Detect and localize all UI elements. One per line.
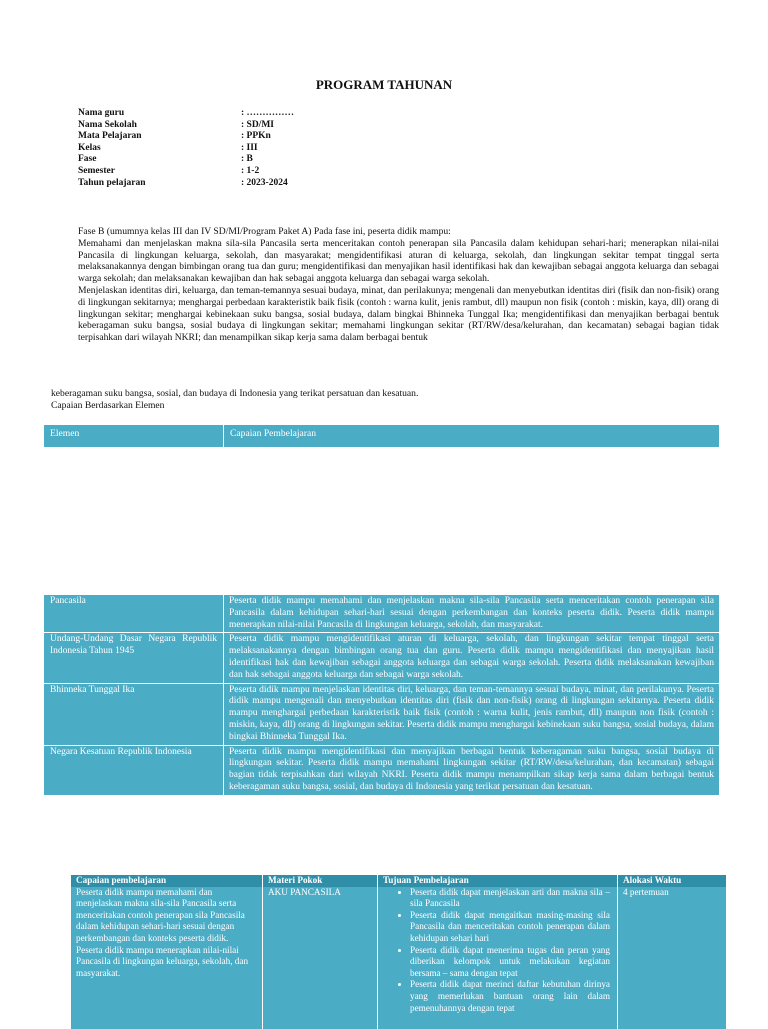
fase-paragraph: Memahami dan menjelaskan makna sila-sila Pancasila serta menceritakan contoh penerapan sila Pancasila dalam kehidupan sehari-hari; menerapkan nilai-nilai Pancasila di lingkungan keluarga, sekolah, dan masyarakat; mengidentifikasi aturan di keluarga, sekolah, dan lingkungan sekitar tempat tinggal serta melaksanakannya dengan bimbingan orang tua dan guru; mengidentifikasi dan menyajikan hasil identifikasi hak dan kewajiban sebagai anggota keluarga dan sebagai warga sekolah; dan melaksanakan kewajiban dan hak sebagai anggota keluarga dan sebagai warga sekolah. <box>78 237 719 285</box>
cp-cell: Peserta didik mampu memahami dan menjelaskan makna sila-sila Pancasila serta menceritakan contoh penerapan sila Pancasila dalam kehidupan sehari-hari sesuai dengan perkembangan dan konteks peserta didik. Peserta didik mampu menerapkan nilai-nilai Pancasila di lingkungan keluarga, sekolah, dan masyarakat. <box>71 887 263 1029</box>
table-row <box>71 887 726 1029</box>
fase-paragraph: Menjelaskan identitas diri, keluarga, dan teman-temannya sesuai budaya, minat, dan perilakunya; mengenali dan menyebutkan identitas diri (fisik dan non-fisik) orang di lingkungan sekitarnya; menghargai perbedaan karakteristik baik fisik (contoh : warna kulit, jenis rambut, dll) maupun non fisik (contoh : miskin, kaya, dll) orang di lingkungan sekitar; menghargai kebinekaan suku bangsa, sosial budaya, dalam bingkai Bhinneka Tunggal Ika; mengidentifikasi dan menyajikan berbagai bentuk keberagaman suku bangsa, sosial budaya di lingkungan sekitar; memahami lingkungan sekitar (RT/RW/desa/kelurahan, dan kecamatan) sebagai bagian tidak terpisahkan dari wilayah NKRI; dan menampilkan sikap kerja sama dalam berbagai bentuk <box>78 284 719 344</box>
elemen-cell: Undang-Undang Dasar Negara Republik Indonesia Tahun 1945 <box>44 633 224 682</box>
capaian-cell: Peserta didik mampu menjelaskan identitas diri, keluarga, dan teman-temannya sesuai budaya, minat, dan perilakunya. Peserta didik mampu mengenali dan menyebutkan identitas diri (fisik dan non-fisik) orang di lingkungan sekitarnya. Peserta didik mampu menghargai perbedaan karakteristik baik fisik (contoh : warna kulit, jenis rambut, dll) maupun non fisik (contoh : miskin, kaya, dll) orang di lingkungan sekitar. Peserta didik mampu menghargai kebinekaan suku bangsa, sosial budaya, dalam bingkai Bhinneka Tunggal Ika. <box>229 684 714 742</box>
info-value: : PPKn <box>241 131 271 142</box>
header-capaian-pembelajaran: Capaian pembelajaran <box>71 875 263 887</box>
capaian-cell: Peserta didik mampu memahami dan menjelaskan makna sila-sila Pancasila serta menceritakan contoh penerapan sila Pancasila dalam kehidupan sehari-hari sesuai dengan perkembangan dan konteks peserta didik. Peserta didik mampu menerapkan nilai-nilai Pancasila di lingkungan keluarga, sekolah, dan masyarakat. <box>229 596 714 630</box>
info-label: Mata Pelajaran <box>78 131 142 142</box>
capaian-cell: Peserta didik mampu mengidentifikasi dan menyajikan berbagai bentuk keberagaman suku bangsa, sosial budaya di lingkungan sekitar. Peserta didik mampu memahami lingkungan sekitar (RT/RW/desa/kelurahan, dan kecamatan) sebagai bagian tidak terpisahkan dari wilayah NKRI. Peserta didik mampu menampilkan sikap kerja sama dalam berbagai bentuk keberagaman suku bangsa, sosial, dan budaya di Indonesia yang terikat persatuan dan kesatuan. <box>229 746 714 792</box>
header-alokasi-waktu: Alokasi Waktu <box>623 875 682 885</box>
page-title: PROGRAM TAHUNAN <box>315 77 453 92</box>
list-item: • Peserta didik dapat menerima tugas dan peran yang diberikan kelompok untuk melakukan kegiatan bersama – sama dengan tepat <box>410 945 612 980</box>
info-label: Fase <box>78 154 97 165</box>
header-elemen: Elemen <box>44 425 224 447</box>
tail-text <box>51 388 418 412</box>
info-row <box>78 154 294 166</box>
info-label: Kelas <box>78 142 101 153</box>
table-row <box>44 633 719 683</box>
capaian-table <box>44 595 719 796</box>
capaian-cell: Peserta didik mampu mengidentifikasi aturan di keluarga, sekolah, dan lingkungan sekitar tempat tinggal serta melaksanakannya dengan bimbingan orang tua dan guru. Peserta didik mampu mengidentifikasi dan menyajikan hasil identifikasi hak dan kewajiban sebagai anggota keluarga dan sebagai warga sekolah. Peserta didik melaksanakan kewajiban dan hak sebagai anggota keluarga dan sebagai warga sekolah. <box>229 634 714 680</box>
header-tujuan-pembelajaran: Tujuan Pembelajaran <box>378 875 618 887</box>
info-label: Nama guru <box>78 108 125 118</box>
table-row <box>44 595 719 633</box>
elemen-cell: Negara Kesatuan Republik Indonesia <box>44 746 224 795</box>
tujuan-table-header <box>71 875 726 887</box>
header-materi-pokok: Materi Pokok <box>263 875 378 887</box>
info-value: : B <box>241 154 253 165</box>
section-heading: Capaian Berdasarkan Elemen <box>51 400 165 411</box>
info-row <box>78 108 294 120</box>
info-value: : 2023-2024 <box>241 177 288 188</box>
info-label: Tahun pelajaran <box>78 177 146 188</box>
fase-intro: Fase B (umumnya kelas III dan IV SD/MI/Program Paket A) Pada fase ini, peserta didik mampu: <box>78 226 451 237</box>
header-capaian: Capaian Pembelajaran <box>230 428 317 439</box>
tujuan-cell <box>378 887 618 1029</box>
info-row <box>78 131 294 143</box>
elemen-table-header <box>44 425 719 447</box>
info-value: : …………… <box>241 108 295 118</box>
list-item: • Peserta didik dapat merinci daftar kebutuhan dirinya yang memerlukan bantuan orang lain dalam pemenuhannya dengan tepat <box>410 979 612 1014</box>
info-row <box>78 143 294 155</box>
info-value: : 1-2 <box>241 165 260 176</box>
identity-block <box>78 108 294 189</box>
info-value: : III <box>241 142 258 153</box>
info-row <box>78 166 294 178</box>
info-value: : SD/MI <box>241 119 274 130</box>
list-item: • Peserta didik dapat menjelaskan arti dan makna sila – sila Pancasila <box>410 887 612 910</box>
elemen-cell: Bhinneka Tunggal Ika <box>44 684 224 745</box>
alokasi-cell: 4 pertemuan <box>623 886 669 897</box>
materi-cell: AKU PANCASILA <box>263 887 378 1029</box>
tujuan-table <box>71 875 726 1029</box>
fase-description <box>78 226 719 344</box>
info-row <box>78 120 294 132</box>
table-row <box>44 684 719 746</box>
info-label: Semester <box>78 165 115 176</box>
list-item: • Peserta didik dapat mengaitkan masing-masing sila Pancasila dan menceritakan contoh penerapan dalam kehidupan sehari hari <box>410 910 612 945</box>
tail-line: keberagaman suku bangsa, sosial, dan budaya di Indonesia yang terikat persatuan dan kesatuan. <box>51 388 419 399</box>
info-row <box>78 178 294 190</box>
info-label: Nama Sekolah <box>78 119 137 130</box>
elemen-cell: Pancasila <box>44 595 224 632</box>
table-row <box>44 746 719 796</box>
tujuan-list <box>383 887 612 1015</box>
